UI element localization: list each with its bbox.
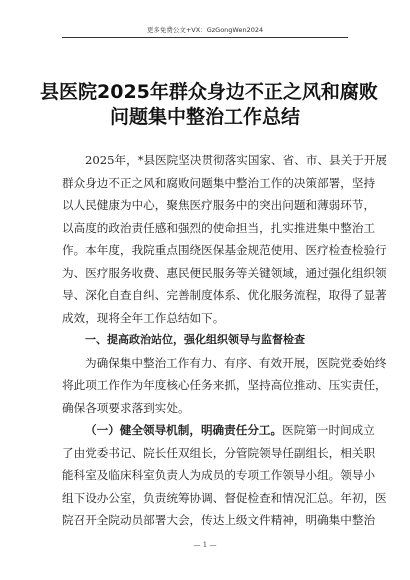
- header-note: 更多免费公文+VX：GzGongWen2024: [146, 26, 264, 34]
- paragraph-line: 成效，现将全年工作总结如下。: [62, 310, 225, 325]
- paragraph-line: 导、深化自查自纠、完善制度体系、优化服务流程，取得了显著: [62, 288, 387, 302]
- paragraph-line: 为确保集中整治工作有力、有序、有效开展，医院党委始终: [85, 355, 387, 370]
- paragraph-line: 以高度的政治责任感和强烈的使命担当，扎实推进集中整治工: [62, 220, 376, 235]
- document-body: [62, 149, 387, 532]
- paragraph-line: 组下设办公室，负责统筹协调、督促检查和情况汇总。年初，医: [62, 490, 387, 505]
- paragraph-text: 医院第一时间成立: [282, 423, 375, 437]
- paragraph-line: 了由党委书记、院长任双组长，分管院领导任副组长，相关职: [62, 445, 376, 460]
- document-title-line-1: 县医院2025年群众身边不正之风和腐败: [40, 81, 378, 103]
- paragraph-line: 能科室及临床科室负责人为成员的专项工作领导小组。领导小: [62, 468, 376, 482]
- paragraph-line: 作。本年度，我院重点围绕医保基金规范使用、医疗检查检验行: [62, 243, 387, 257]
- paragraph-line: 群众身边不正之风和腐败问题集中整治工作的决策部署，坚持: [62, 175, 376, 190]
- subsection-line: [62, 419, 375, 442]
- paragraph-line: 院召开全院动员部署大会，传达上级文件精神，明确集中整治: [62, 513, 376, 527]
- paragraph-line: 以人民健康为中心，聚焦医疗服务中的突出问题和薄弱环节，: [62, 198, 376, 212]
- page-number: — 1 —: [193, 541, 217, 549]
- paragraph-line: 2025年，*县医院坚决贯彻落实国家、省、市、县关于开展: [85, 153, 387, 167]
- document-title-line-2: 问题集中整治工作总结: [109, 106, 300, 128]
- paragraph-line: 确保各项要求落到实处。: [62, 400, 190, 415]
- section-heading: 一、提高政治站位，强化组织领导与监督检查: [85, 333, 305, 346]
- header-divider: [62, 37, 348, 38]
- paragraph-line: 为、医疗服务收费、惠民便民服务等关键领域，通过强化组织领: [62, 265, 387, 280]
- paragraph-line: 将此项工作作为年度核心任务来抓，坚持高位推动、压实责任，: [62, 378, 387, 392]
- subsection-heading: （一）健全领导机制，明确责任分工。: [85, 423, 283, 437]
